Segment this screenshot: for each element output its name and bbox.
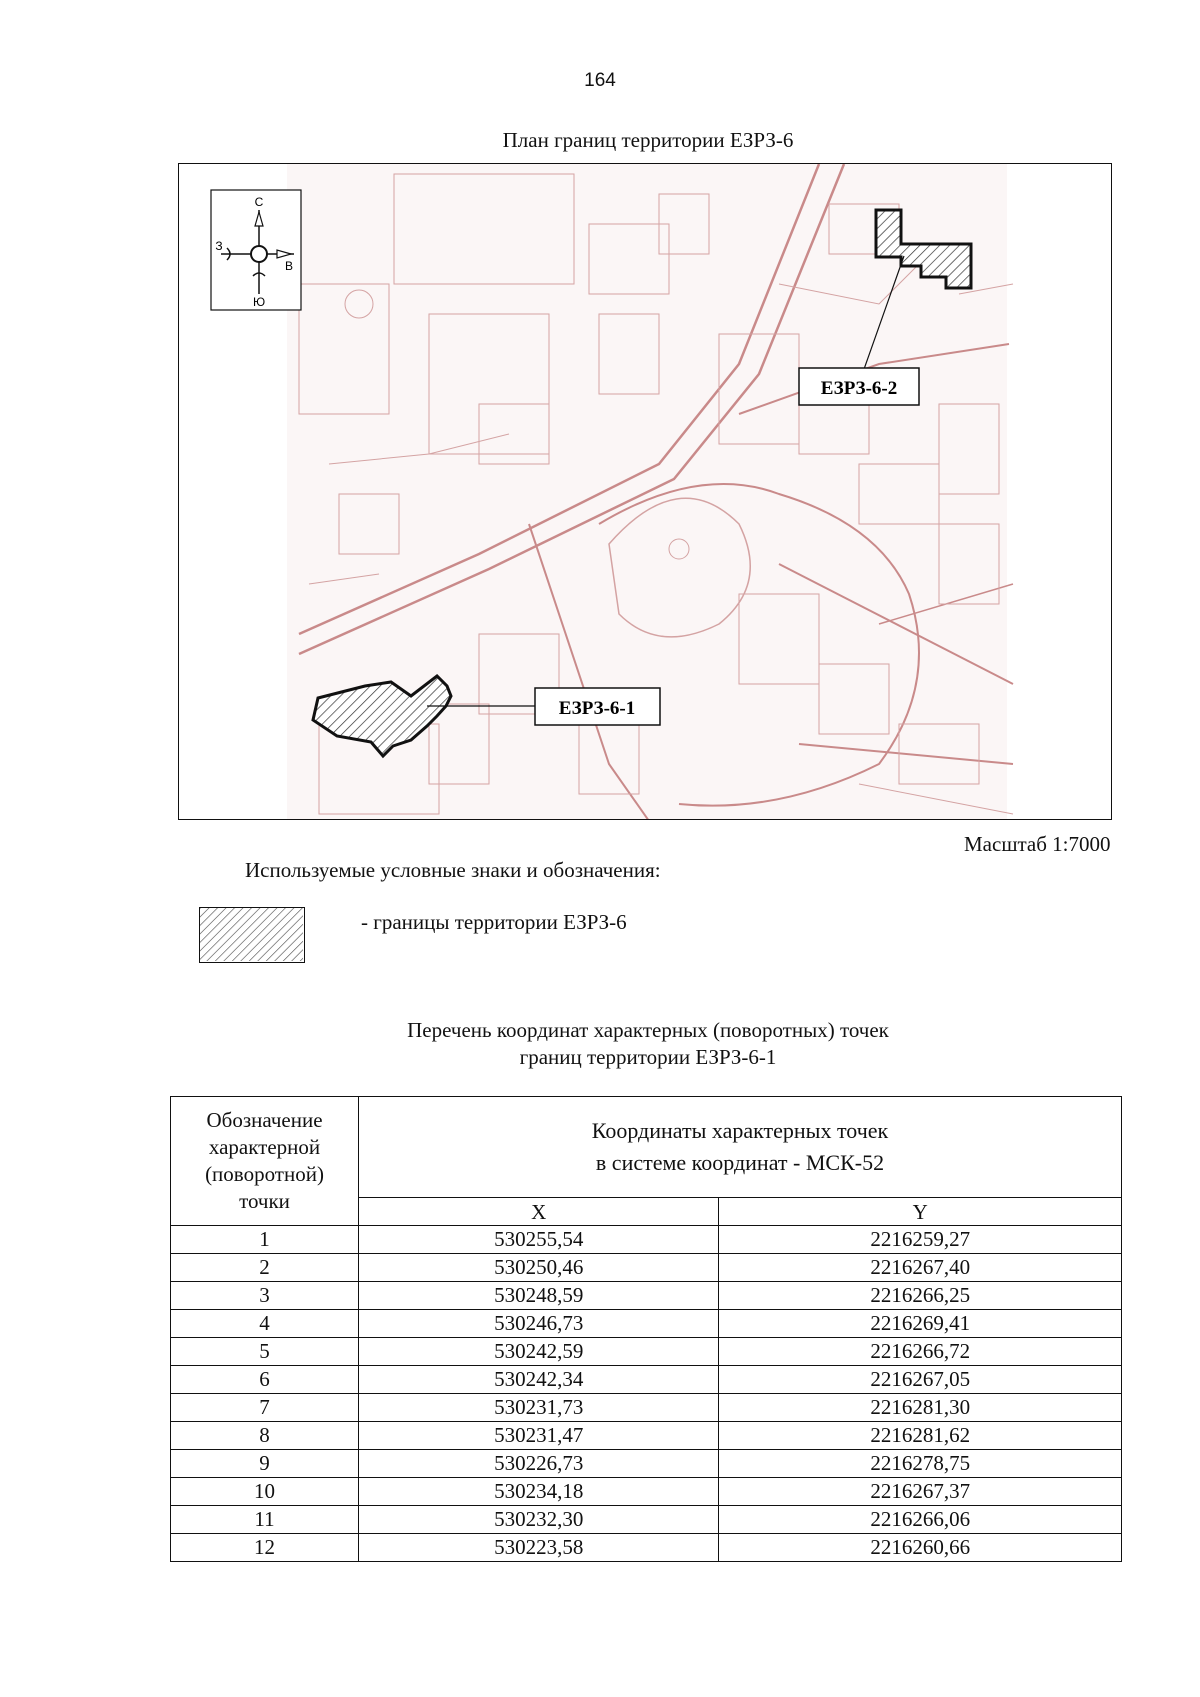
coord-y: 2216266,72 xyxy=(719,1338,1122,1366)
header-y: Y xyxy=(719,1198,1122,1226)
table-row xyxy=(171,1478,1122,1506)
coordinates-table xyxy=(170,1096,1122,1562)
header-coordinates xyxy=(359,1097,1122,1198)
point-number: 10 xyxy=(171,1478,359,1506)
point-number: 2 xyxy=(171,1254,359,1282)
coord-y: 2216267,37 xyxy=(719,1478,1122,1506)
map-title: План границ территории ЕЗРЗ-6 xyxy=(502,128,794,152)
table-row xyxy=(171,1422,1122,1450)
compass-east-label: В xyxy=(284,259,294,273)
legend-heading: Используемые условные знаки и обозначения: xyxy=(245,858,661,882)
table-row xyxy=(171,1506,1122,1534)
header-designation-line: точки xyxy=(239,1189,290,1213)
coord-x: 530255,54 xyxy=(359,1226,719,1254)
coord-y: 2216267,05 xyxy=(719,1366,1122,1394)
coord-x: 530226,73 xyxy=(359,1450,719,1478)
header-designation xyxy=(171,1097,359,1226)
point-number: 6 xyxy=(171,1366,359,1394)
table-row xyxy=(171,1450,1122,1478)
table-row xyxy=(171,1254,1122,1282)
page-number: 164 xyxy=(584,70,616,91)
table-caption-line-2: границ территории ЕЗРЗ-6-1 xyxy=(519,1045,777,1069)
point-number: 11 xyxy=(171,1506,359,1534)
table-row xyxy=(171,1534,1122,1562)
point-number: 8 xyxy=(171,1422,359,1450)
map-scale: Масштаб 1:7000 xyxy=(964,832,1111,856)
coord-y: 2216281,62 xyxy=(719,1422,1122,1450)
point-number: 4 xyxy=(171,1310,359,1338)
coord-x: 530231,47 xyxy=(359,1422,719,1450)
coord-y: 2216278,75 xyxy=(719,1450,1122,1478)
coord-x: 530242,34 xyxy=(359,1366,719,1394)
coord-x: 530242,59 xyxy=(359,1338,719,1366)
header-coordinates-line-1: Координаты характерных точек xyxy=(591,1118,889,1143)
coord-y: 2216267,40 xyxy=(719,1254,1122,1282)
coord-y: 2216281,30 xyxy=(719,1394,1122,1422)
table-row xyxy=(171,1282,1122,1310)
table-caption xyxy=(0,1017,1200,1071)
coord-x: 530223,58 xyxy=(359,1534,719,1562)
header-coordinates-line-2: в системе координат - МСК-52 xyxy=(595,1150,885,1175)
point-number: 1 xyxy=(171,1226,359,1254)
coord-x: 530232,30 xyxy=(359,1506,719,1534)
legend-hatch-swatch xyxy=(199,907,305,963)
header-designation-line: Обозначение xyxy=(206,1108,323,1132)
compass-south-label: Ю xyxy=(252,295,266,309)
zone-label-ezrz-6-1: ЕЗРЗ-6-1 xyxy=(558,698,636,719)
territory-map xyxy=(178,163,1112,820)
point-number: 5 xyxy=(171,1338,359,1366)
table-row xyxy=(171,1338,1122,1366)
coord-y: 2216260,66 xyxy=(719,1534,1122,1562)
compass-north-label: С xyxy=(254,195,264,209)
coord-x: 530234,18 xyxy=(359,1478,719,1506)
coord-x: 530246,73 xyxy=(359,1310,719,1338)
header-x: X xyxy=(359,1198,719,1226)
coord-y: 2216266,06 xyxy=(719,1506,1122,1534)
table-row xyxy=(171,1310,1122,1338)
point-number: 3 xyxy=(171,1282,359,1310)
point-number: 9 xyxy=(171,1450,359,1478)
point-number: 12 xyxy=(171,1534,359,1562)
table-caption-line-1: Перечень координат характерных (поворотных) точек xyxy=(407,1018,889,1042)
legend-item-text: - границы территории ЕЗРЗ-6 xyxy=(361,910,627,934)
coord-y: 2216269,41 xyxy=(719,1310,1122,1338)
coord-x: 530231,73 xyxy=(359,1394,719,1422)
table-row xyxy=(171,1394,1122,1422)
coord-x: 530248,59 xyxy=(359,1282,719,1310)
coord-x: 530250,46 xyxy=(359,1254,719,1282)
table-row xyxy=(171,1366,1122,1394)
table-row xyxy=(171,1226,1122,1254)
point-number: 7 xyxy=(171,1394,359,1422)
coord-y: 2216266,25 xyxy=(719,1282,1122,1310)
compass-rose-icon xyxy=(211,190,301,310)
header-designation-line: (поворотной) xyxy=(205,1162,324,1186)
coord-y: 2216259,27 xyxy=(719,1226,1122,1254)
header-designation-line: характерной xyxy=(208,1135,321,1159)
zone-label-ezrz-6-2: ЕЗРЗ-6-2 xyxy=(820,378,898,399)
compass-west-label: З xyxy=(215,239,223,253)
